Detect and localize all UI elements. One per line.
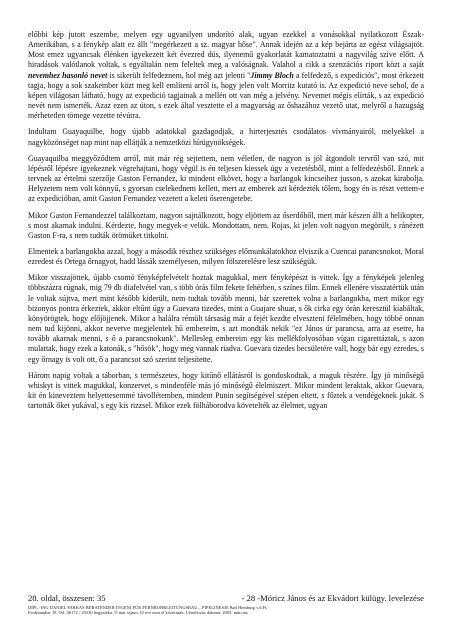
paragraph	[28, 247, 424, 267]
paragraph	[28, 211, 424, 241]
text-run: előbbi kép jutott eszembe, melyen egy ugyanilyen undorító alak, ugyan ezekkel a vonásokkal nyilatkozott Észak-Amerikában, s a fénykép alatt ez állt "megérkezett a sz. magyar hőse". Annak idején az a kép bejárta az egész világsajtót. Most emez ugyancsak élénken igyekezett két évezred dús, ilyenemű gyakorlatát kamatoztatni a nagyvilág szíve előtt. A hiradások valótlanok voltak, s egyáltalán nem feleltek meg a valóságnak. Valahol a cikk a szenzációs riport közt a saját	[28, 30, 424, 70]
text-run: Guayaquilba meggyőződtem arról, mit már rég sejtettem, nem véletlen, de nagyon is jól átgondolt tervről van szó, mit lépésről lépésre igyekeznek végrehajtani, hogy végül is én teljesen kiessek úgy a vezetésből, mint a felfedezésből. Ennek a tervnek az értelmi szerzője Gaston Fernandez, ki mindent elkövet, hogy a barlangok kincseihez jusson, s azokat kirabolja. Helyzetem nem volt könnyű, s gyorsan cselekednem kellett, mert az emberek azt kérdezték tőlem, hogy én is részt vettem-e az expedicióban, amit Gaston Fernandez vezetett a keleti őserengetebe.	[28, 153, 424, 204]
footer-address-line-1: DIPL.-ING DANIEL FARKAS BERATENDER INGENI FÜR FERNROHRLEITUNGSBAU – PIPELINES38 Bad Homburg v.d.H.	[28, 605, 268, 610]
emphasized-text: nevemhez hasonló nevet	[28, 70, 108, 80]
footer-address	[28, 605, 424, 616]
document-body	[28, 30, 424, 411]
emphasized-text: Jimmy Bloch	[250, 70, 294, 80]
text-run: a felfedező, s expediciós", most érkezett tagja, hogy a sok szakember közt meg kell említeni arról is, hogy jelen volt Morritz kutató is. Az expedició neve sehol, de a képen világosan látható, hogy az expedició tagjainak a mellén ott van még a jelvény. Nevemet mégis elírták, s az expedició nevét nem ismerték. Azaz ezen az úton, s ezek által vesztette el a magyarság az őshazához vezető utat, melyről a hazugság mérhetetlen tömege vezette tévútra.	[28, 70, 425, 121]
paragraph	[28, 371, 424, 412]
text-run: Indultam Guayaquilbe, hogy újabb adatokkal gazdagodjak, a hirterjesztés csodálatos vívmányairól, melyekkel a nagyközönséget nap mint nap ellátják a nemzetközi hírügynökségek.	[28, 127, 424, 147]
paragraph	[28, 127, 424, 147]
page-number: 28. oldal, összesen: 35	[28, 593, 106, 603]
text-run: is sikerült felfedeznem, hol még azt jelenti "	[107, 70, 251, 80]
paragraph	[28, 30, 424, 121]
footer-address-line-2: Ferdinandstr 19, Tel. 06172 / 29330 hagyatéka. Ó már sajnos 10 éve nem él közöttünk. Létrehozás dátuma: 2003. március	[28, 610, 248, 616]
text-run: Mikor Gaston Fernandezzel találkoztam, nagyon sajnálkozott, hogy eljöttem az őserdőből, mert már készen állt a helikopter, s most akarnak indulni. Kérdezte, hogy megyek-e velük. Mondottam, nem. Rojas, ki jelen volt nagyon megörült, s ránézett Gaston F-ra, s nem tudták örömüket titkolni.	[28, 210, 424, 240]
text-run: Elmentek a barlangokba azzal, hogy a második részhez szükséges előmunkálatokhoz elviszik a Cuencai parancsnokot, Moral ezredest és Ortega őrnagyot, hadd lássák személyesen, milyen fölszerelésre lesz szükségük.	[28, 246, 424, 267]
page-footer	[28, 593, 424, 603]
text-run: Mikor visszajöttek, újabb csomó fényképfelvételt hoztak magukkal, mert fényképészt is vittek. Így a fényképek jelenleg többszázra rúgnak, mig 79 db diafelvétel van, s több órás film fekete fehérben, s színes film. Ennek ellenére visszatértük után le voltak sújtva, mert mint később kiderült, nem tudtak tovább menni, bár szerettek volna a barlangokba, mert mikor egy bizonyos pontra érkeztek, akkor eltűnt úgy a Guevara tizedes, mint a Guajare shuar, s ők cirka egy órán keresztül kiabáltak, könyörögtek, hogy előjöjjenek. Mikor a halálra rémült társaság már a fejét kezdte elveszteni félelmében, hogy többé onnan nem tud kijönni, akkor nevetve megjelentek hű embereim, s azt mondták nekik "ez János úr parancsa, arra az esetre, ha tovább akarnak menni, s ő a parancsnokunk". Mellesleg embereim egy kis mellékfolyosóban vígan cigarettáztak, s azon mulattak, hogy ezek a katonák, s "hősök", hogy meg vannak riadva. Guevara tizedes becsületére vall, hogy bár egy ezredes, s egy őrnagy is volt ott, ő a parancsot szó szerint teljesítette.	[28, 273, 424, 364]
document-title: - 28 -Móricz János és az Ekvádori külügy. levelezése	[241, 593, 424, 603]
paragraph	[28, 154, 424, 205]
paragraph	[28, 273, 424, 364]
text-run: Három napig voltak a táborban, s természetes, hogy kitűnő ellátásról is gondoskodtak, a maguk részére. Így jó minőségű whiskyt is vittek magukkal, konzervet, s mindenféle más jó minőségű élelmiszert. Mikor mindent leraktak, akkor Guevara, kit én kineveztem helyettesemmé távollétemben, mindent Punin segítségével szépen eltett, s főztek a vendégeknek jukát. S tartották őket yukával, s egy kis rizzsel. Mikor ezek fölháborodva követelték az élelmet, ugyan	[28, 370, 424, 411]
